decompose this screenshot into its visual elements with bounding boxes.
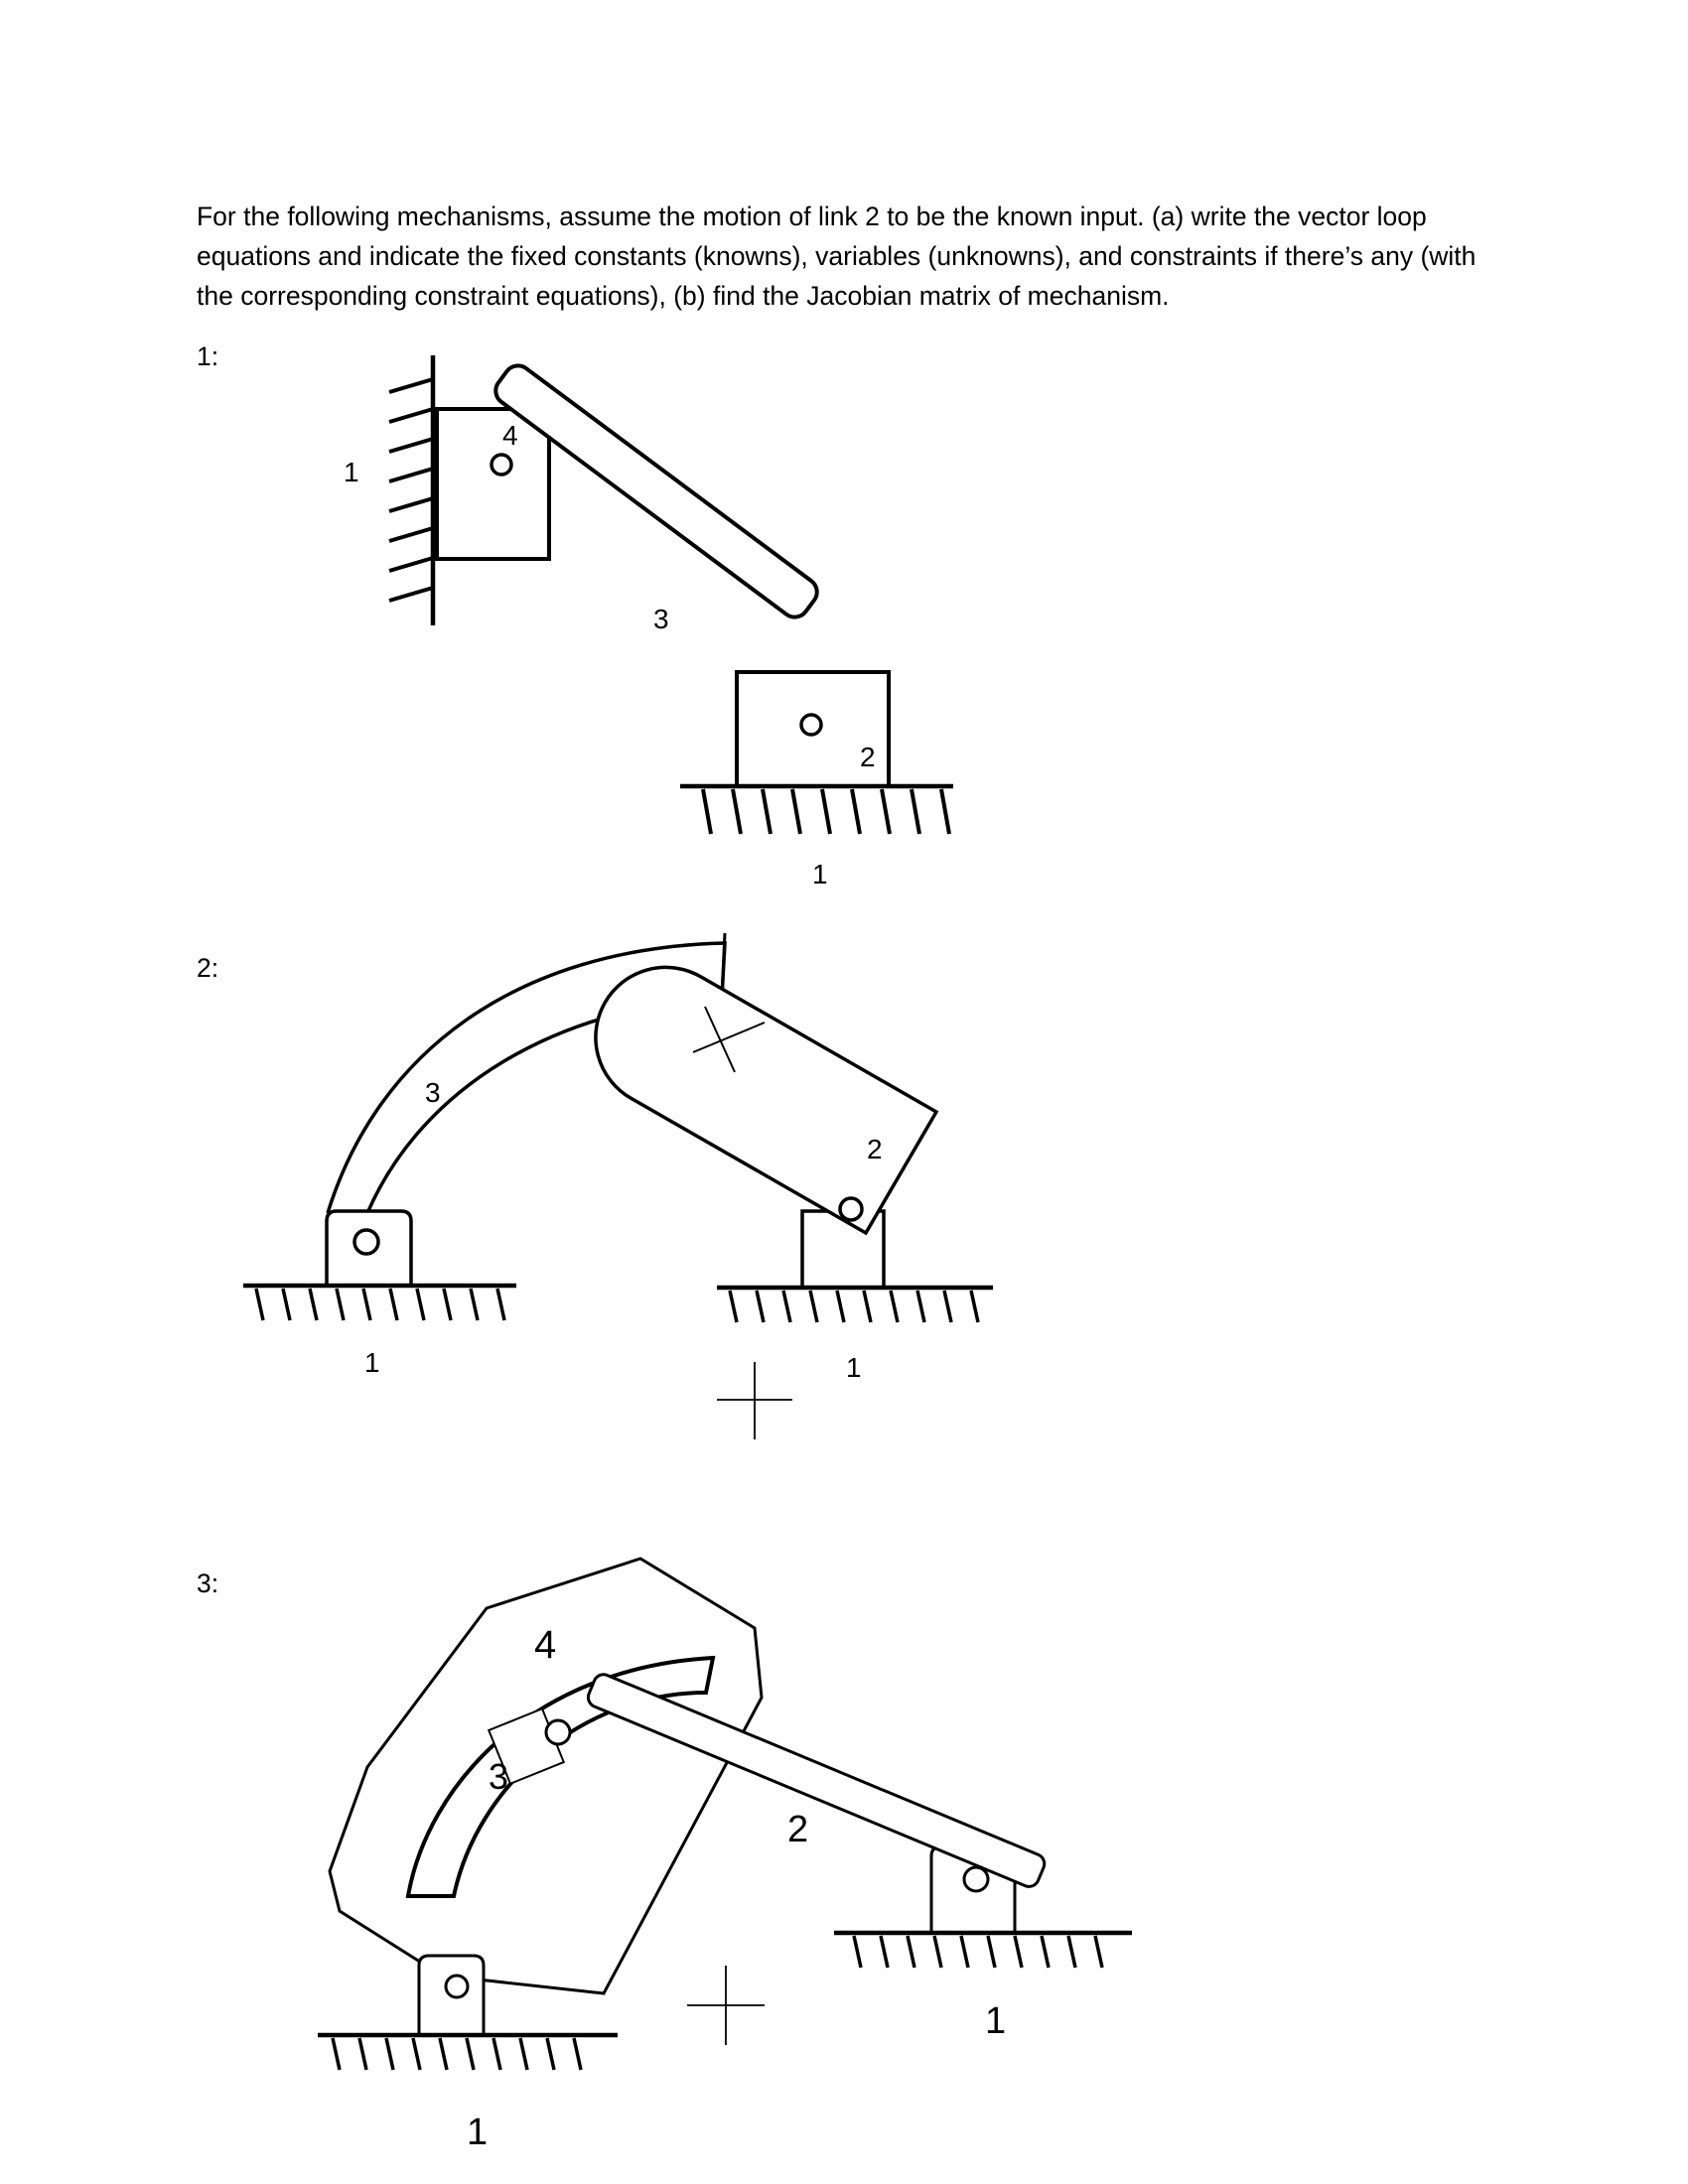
mechanism-3-diagram <box>298 1549 1192 2164</box>
right-floor-hatch <box>730 1291 978 1322</box>
left-floor-hatch <box>333 2038 581 2070</box>
problem-1-label: 1: <box>197 341 219 371</box>
crank-pivot-pin <box>964 1867 988 1891</box>
label-link-1-left: 1 <box>364 1347 380 1378</box>
problem-3-label: 3: <box>197 1569 219 1598</box>
label-link-4: 4 <box>502 420 518 451</box>
mechanism-1-diagram <box>338 338 973 893</box>
slider-pin <box>546 1720 570 1744</box>
mechanism-2-diagram <box>228 923 1023 1449</box>
crank-pivot <box>801 715 821 735</box>
label-link-1-left: 1 <box>467 2112 489 2153</box>
coupler-link <box>491 360 823 622</box>
crank-link <box>596 967 936 1233</box>
wall-hatch <box>389 379 433 601</box>
problem-statement: For the following mechanisms, assume the motion of link 2 to be the known input. (a) write the vector loop equations and indicate the fixed constants (knowns), variables (unknowns), and constraints if there’s any (with the corresponding constraint equations), (b) find the Jacobian matrix of mechanism. <box>197 202 1477 311</box>
left-pivot-pin <box>446 1976 468 1997</box>
label-link-1-right: 1 <box>846 1352 862 1383</box>
label-link-3: 3 <box>489 1756 509 1797</box>
label-link-4: 4 <box>534 1623 557 1667</box>
floor-hatch <box>703 789 949 834</box>
label-link-1-wall: 1 <box>344 457 359 487</box>
label-link-2: 2 <box>860 742 876 772</box>
crank-pivot-pin <box>840 1198 862 1220</box>
label-link-1-right: 1 <box>985 2000 1007 2042</box>
label-link-1-floor: 1 <box>812 859 828 889</box>
left-pivot-pin <box>354 1230 378 1254</box>
label-link-3: 3 <box>425 1077 441 1108</box>
right-floor-hatch <box>854 1936 1102 1968</box>
label-link-3: 3 <box>653 604 669 634</box>
slider-pin <box>492 455 511 475</box>
label-link-2: 2 <box>867 1134 883 1164</box>
problem-2-label: 2: <box>197 953 219 983</box>
left-floor-hatch <box>256 1289 504 1320</box>
slider-block <box>437 409 549 559</box>
label-link-2: 2 <box>787 1809 809 1850</box>
